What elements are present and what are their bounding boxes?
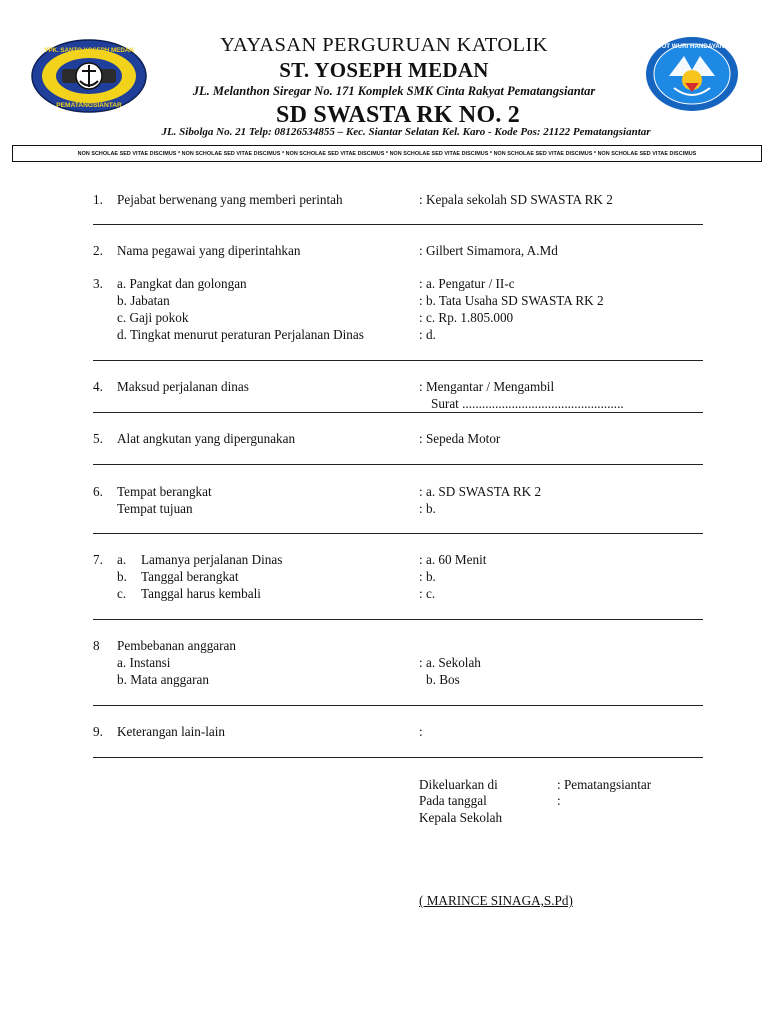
item-2-value: : Gilbert Simamora, A.Md — [419, 243, 558, 258]
item-8a-label: a. Instansi — [117, 655, 171, 670]
divider — [93, 464, 703, 465]
item-3c-value: : c. Rp. 1.805.000 — [419, 310, 514, 325]
item-4-label: Maksud perjalanan dinas — [117, 379, 249, 394]
item-9-value: : — [419, 724, 423, 739]
item-9-number: 9. — [93, 724, 103, 739]
item-4-value-continued: Surat ................................................. — [431, 396, 624, 411]
item-5-label: Alat angkutan yang dipergunakan — [117, 431, 296, 446]
item-7b-value: : b. — [419, 569, 436, 584]
item-7c-letter: c. — [117, 586, 127, 601]
motto-band — [12, 145, 762, 162]
signer-name: ( MARINCE SINAGA,S.Pd) — [419, 893, 573, 908]
divider — [93, 533, 703, 534]
svg-text:PEMATANGSIANTAR: PEMATANGSIANTAR — [56, 102, 122, 109]
item-3b-value: : b. Tata Usaha SD SWASTA RK 2 — [419, 293, 604, 308]
item-6a-value: : a. SD SWASTA RK 2 — [419, 484, 542, 499]
item-3a-value: : a. Pengatur / II-c — [419, 276, 515, 291]
item-8b-value: b. Bos — [426, 672, 460, 687]
item-7a-value: : a. 60 Menit — [419, 552, 487, 567]
item-9-label: Keterangan lain-lain — [117, 724, 226, 739]
item-7-number: 7. — [93, 552, 103, 567]
divider — [93, 412, 703, 413]
item-3-number: 3. — [93, 276, 103, 291]
divider — [93, 757, 703, 758]
foundation-address: JL. Melanthon Siregar No. 171 Komplek SMK Cinta Rakyat Pematangsiantar — [192, 84, 596, 98]
item-4-value: : Mengantar / Mengambil — [419, 379, 555, 394]
item-6a-label: Tempat berangkat — [117, 484, 212, 499]
svg-text:YPK. SANTO YOSEPH MEDAN: YPK. SANTO YOSEPH MEDAN — [44, 47, 134, 54]
signer-position: Kepala Sekolah — [419, 810, 503, 825]
item-7a-label: Lamanya perjalanan Dinas — [141, 552, 283, 567]
issued-at-label: Dikeluarkan di — [419, 777, 498, 792]
item-6b-value: : b. — [419, 501, 436, 516]
motto-text: NON SCHOLAE SED VITAE DISCIMUS * NON SCHOLAE SED VITAE DISCIMUS * NON SCHOLAE SED VITAE DISCIMUS * NON SCHOLAE SED VITAE DISCIMUS * NON SCHOLAE SED VITAE DISCIMUS * NON SCHOLAE SED VITAE DISCIMUS — [77, 150, 697, 157]
item-7c-label: Tanggal harus kembali — [141, 586, 261, 601]
divider — [93, 705, 703, 706]
item-8a-value: : a. Sekolah — [419, 655, 481, 670]
item-5-value: : Sepeda Motor — [419, 431, 501, 446]
item-3b-label: b. Jabatan — [117, 293, 170, 308]
item-2-number: 2. — [93, 243, 103, 258]
item-7b-label: Tanggal berangkat — [141, 569, 239, 584]
school-address: JL. Sibolga No. 21 Telp: 08126534855 – Kec. Siantar Selatan Kel. Karo - Kode Pos: 21122 Pematangsiantar — [161, 126, 651, 138]
item-3a-label: a. Pangkat dan golongan — [117, 276, 247, 291]
item-6b-label: Tempat tujuan — [117, 501, 193, 516]
divider — [93, 360, 703, 361]
item-1-value: : Kepala sekolah SD SWASTA RK 2 — [419, 192, 613, 207]
item-7b-letter: b. — [117, 569, 127, 584]
divider — [93, 619, 703, 620]
item-1-label: Pejabat berwenang yang memberi perintah — [117, 192, 343, 207]
item-6-number: 6. — [93, 484, 103, 499]
item-2-label: Nama pegawai yang diperintahkan — [117, 243, 301, 258]
item-1-number: 1. — [93, 192, 103, 207]
foundation-school: ST. YOSEPH MEDAN — [279, 58, 489, 82]
item-8-label: Pembebanan anggaran — [117, 638, 237, 653]
item-3d-value: : d. — [419, 327, 436, 342]
item-8b-label: b. Mata anggaran — [117, 672, 209, 687]
divider — [93, 224, 703, 225]
item-3c-label: c. Gaji pokok — [117, 310, 189, 325]
issue-date-value: : — [557, 793, 561, 808]
item-8-number: 8 — [93, 638, 100, 653]
issue-date-label: Pada tanggal — [419, 793, 487, 808]
issued-at-value: : Pematangsiantar — [557, 777, 652, 792]
school-name: SD SWASTA RK NO. 2 — [276, 102, 520, 128]
letterhead — [0, 0, 768, 150]
item-5-number: 5. — [93, 431, 103, 446]
item-7c-value: : c. — [419, 586, 436, 601]
item-7a-letter: a. — [117, 552, 127, 567]
item-3d-label: d. Tingkat menurut peraturan Perjalanan Dinas — [117, 327, 364, 342]
item-4-number: 4. — [93, 379, 103, 394]
svg-text:TUT WURI HANDAYANI: TUT WURI HANDAYANI — [658, 43, 726, 50]
foundation-name: YAYASAN PERGURUAN KATOLIK — [220, 34, 548, 56]
